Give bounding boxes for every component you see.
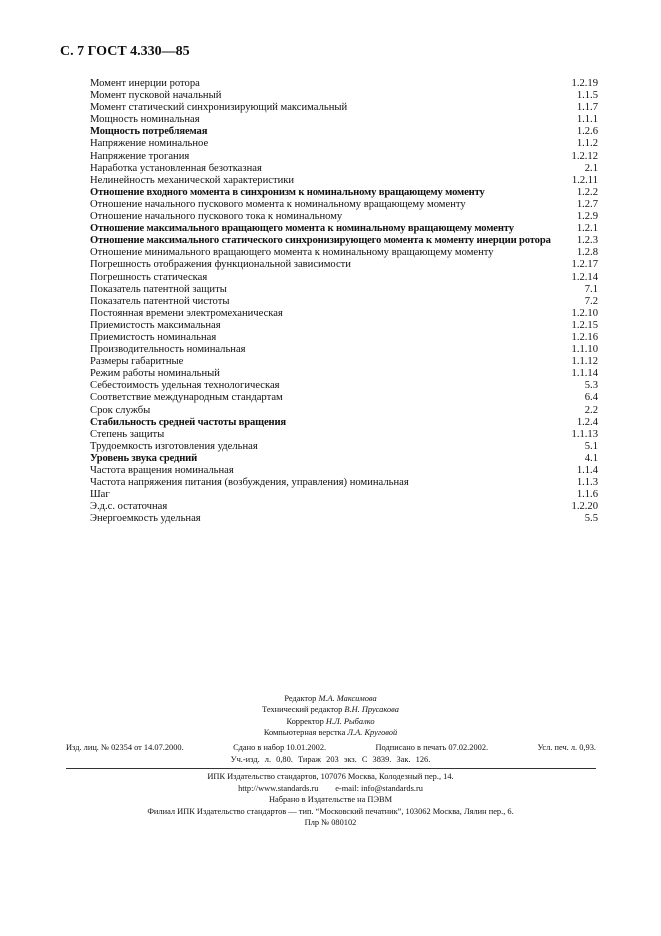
index-ref: 1.2.1	[576, 223, 598, 235]
index-row	[90, 199, 598, 211]
index-term: Режим работы номинальный	[90, 368, 220, 380]
index-row	[90, 417, 598, 429]
index-ref: 1.1.3	[576, 477, 598, 489]
index-row	[90, 489, 598, 501]
index-row	[90, 380, 598, 392]
index-row	[90, 344, 598, 356]
editorial-credits	[0, 693, 661, 738]
index-term: Отношение входного момента в синхронизм к номинальному вращающему моменту	[90, 186, 485, 198]
index-term: Мощность потребляемая	[90, 126, 208, 138]
index-row	[90, 320, 598, 332]
index-row	[90, 163, 598, 175]
index-ref: 4.1	[584, 452, 598, 464]
index-row	[90, 90, 598, 102]
index-row	[90, 102, 598, 114]
index-term: Момент пусковой начальный	[90, 90, 222, 102]
index-term: Отношение минимального вращающего момента к номинальному вращающему моменту	[90, 247, 494, 259]
index-row	[90, 259, 598, 271]
index-term: Частота вращения номинальная	[90, 465, 234, 476]
index-ref: 1.1.12	[571, 356, 598, 368]
index-ref: 5.5	[584, 513, 598, 525]
index-term: Размеры габаритные	[90, 356, 184, 368]
index-ref: 1.2.17	[571, 259, 598, 271]
index-term: Напряжение номинальное	[90, 138, 209, 150]
index-ref: 1.2.6	[576, 126, 598, 138]
index-ref: 1.1.5	[576, 90, 598, 102]
index-row	[90, 308, 598, 320]
index-term: Мощность номинальная	[90, 114, 200, 126]
index-row	[90, 453, 598, 465]
index-row	[90, 187, 598, 199]
index-term: Напряжение трогания	[90, 150, 190, 162]
index-term: Степень защиты	[90, 428, 165, 440]
email: e-mail: info@standards.ru	[335, 783, 423, 793]
index-term: Приемистость номинальная	[90, 331, 217, 343]
index-row	[90, 368, 598, 380]
index-ref: 1.2.11	[571, 174, 598, 186]
license-number: Изд. лиц. № 02354 от 14.07.2000.	[66, 743, 184, 752]
website: http://www.standards.ru	[238, 783, 319, 793]
index-term: Частота напряжения питания (возбуждения, управления) номинальная	[90, 477, 409, 489]
index-ref: 5.3	[584, 380, 598, 392]
index-ref: 1.1.1	[576, 114, 598, 126]
index-row	[90, 247, 598, 259]
index-row	[90, 114, 598, 126]
index-term: Погрешность отображения функциональной зависимости	[90, 259, 351, 271]
index-row	[90, 235, 598, 247]
index-row	[90, 332, 598, 344]
index-term: Постоянная времени электромеханическая	[90, 307, 283, 319]
index-ref: 1.2.7	[576, 198, 598, 210]
index-row	[90, 211, 598, 223]
index-ref: 1.2.15	[571, 319, 598, 331]
tech-editor-line: Технический редактор В.Н. Прусакова	[262, 705, 399, 715]
index-row	[90, 272, 598, 284]
index-ref: 1.2.2	[576, 186, 598, 198]
sent-date: Сдано в набор 10.01.2002.	[233, 743, 327, 752]
index-ref: 1.1.14	[571, 368, 598, 380]
index-row	[90, 441, 598, 453]
index-term: Приемистость максимальная	[90, 319, 221, 331]
index-ref: 1.1.10	[571, 344, 598, 356]
print-sheets: Усл. печ. л. 0,93.	[537, 743, 596, 752]
index-row	[90, 223, 598, 235]
index-row	[90, 284, 598, 296]
index-ref: 1.1.13	[571, 428, 598, 440]
plr-number: Плр № 080102	[304, 818, 357, 828]
index-row	[90, 465, 598, 477]
index-ref: 1.2.20	[571, 501, 598, 513]
index-ref: 1.2.9	[576, 211, 598, 223]
imprint	[0, 771, 661, 829]
layout-line: Компьютерная верстка Л.А. Круговой	[263, 727, 398, 737]
index-term: Показатель патентной чистоты	[90, 295, 230, 307]
index-row	[90, 138, 598, 150]
index-term: Соответствие международным стандартам	[90, 392, 283, 404]
index-term: Срок службы	[90, 404, 151, 416]
index-ref: 1.2.3	[576, 235, 598, 247]
index-term: Шаг	[90, 489, 110, 501]
index-term: Погрешность статическая	[90, 271, 208, 283]
index-ref: 2.2	[584, 404, 598, 416]
subject-index	[90, 78, 598, 525]
index-ref: 1.1.2	[576, 138, 598, 150]
index-ref: 1.2.4	[576, 416, 598, 428]
index-row	[90, 296, 598, 308]
index-term: Производительность номинальная	[90, 344, 246, 356]
index-term: Отношение начального пускового тока к номинальному	[90, 211, 343, 223]
index-ref: 1.1.7	[576, 102, 598, 114]
contact-line	[0, 783, 661, 795]
publication-info	[66, 743, 596, 752]
index-ref: 1.2.12	[571, 150, 598, 162]
index-term: Момент инерции ротора	[90, 78, 200, 89]
publisher-address: ИПК Издательство стандартов, 107076 Москва, Колодезный пер., 14.	[207, 772, 454, 781]
index-ref: 1.2.8	[576, 247, 598, 259]
index-term: Энергоемкость удельная	[90, 513, 201, 525]
index-term: Нелинейность механической характеристики	[90, 174, 295, 186]
index-term: Отношение максимального статического синхронизирующего момента к моменту инерции ротора	[90, 235, 551, 247]
editor-line: Редактор М.А. Максимова	[284, 694, 377, 703]
index-term: Показатель патентной защиты	[90, 283, 227, 295]
index-row	[90, 356, 598, 368]
index-ref: 1.2.16	[571, 331, 598, 343]
corrector-line: Корректор Н.Л. Рыбалко	[286, 716, 375, 726]
index-term: Э.д.с. остаточная	[90, 501, 168, 513]
typeset-note: Набрано в Издательстве на ПЭВМ	[268, 795, 393, 805]
signed-date: Подписано в печать 07.02.2002.	[375, 743, 489, 752]
index-ref: 1.1.6	[576, 489, 598, 501]
index-row	[90, 126, 598, 138]
index-term: Трудоемкость изготовления удельная	[90, 440, 258, 452]
index-term: Момент статический синхронизирующий максимальный	[90, 102, 348, 114]
index-row	[90, 151, 598, 163]
index-ref: 7.1	[584, 283, 598, 295]
index-row	[90, 429, 598, 441]
index-ref: 2.1	[584, 162, 598, 174]
branch-address: Филиал ИПК Издательство стандартов — тип. “Московский печатник”, 103062 Москва, Лялин пер., 6.	[147, 806, 514, 816]
index-ref: 5.1	[584, 440, 598, 452]
index-ref: 1.2.10	[571, 307, 598, 319]
index-row	[90, 78, 598, 90]
page-header: С. 7 ГОСТ 4.330—85	[60, 44, 190, 59]
index-ref: 1.2.19	[571, 78, 598, 89]
index-row	[90, 392, 598, 404]
index-ref: 1.2.14	[571, 271, 598, 283]
publication-info-2: Уч.-изд. л. 0,80. Тираж 203 экз. С 3839. Зак. 126.	[230, 755, 431, 764]
index-term: Отношение начального пускового момента к номинальному вращающему моменту	[90, 198, 466, 210]
index-ref: 6.4	[584, 392, 598, 404]
index-row	[90, 405, 598, 417]
index-ref: 1.1.4	[576, 465, 598, 476]
index-ref: 7.2	[584, 295, 598, 307]
index-row	[90, 477, 598, 489]
index-row	[90, 175, 598, 187]
index-term: Себестоимость удельная технологическая	[90, 380, 280, 392]
index-row	[90, 513, 598, 525]
index-term: Уровень звука средний	[90, 452, 198, 464]
divider	[66, 768, 596, 769]
index-term: Наработка установленная безотказная	[90, 162, 262, 174]
index-term: Стабильность средней частоты вращения	[90, 416, 286, 428]
index-row	[90, 501, 598, 513]
index-term: Отношение максимального вращающего момента к номинальному вращающему моменту	[90, 223, 514, 235]
